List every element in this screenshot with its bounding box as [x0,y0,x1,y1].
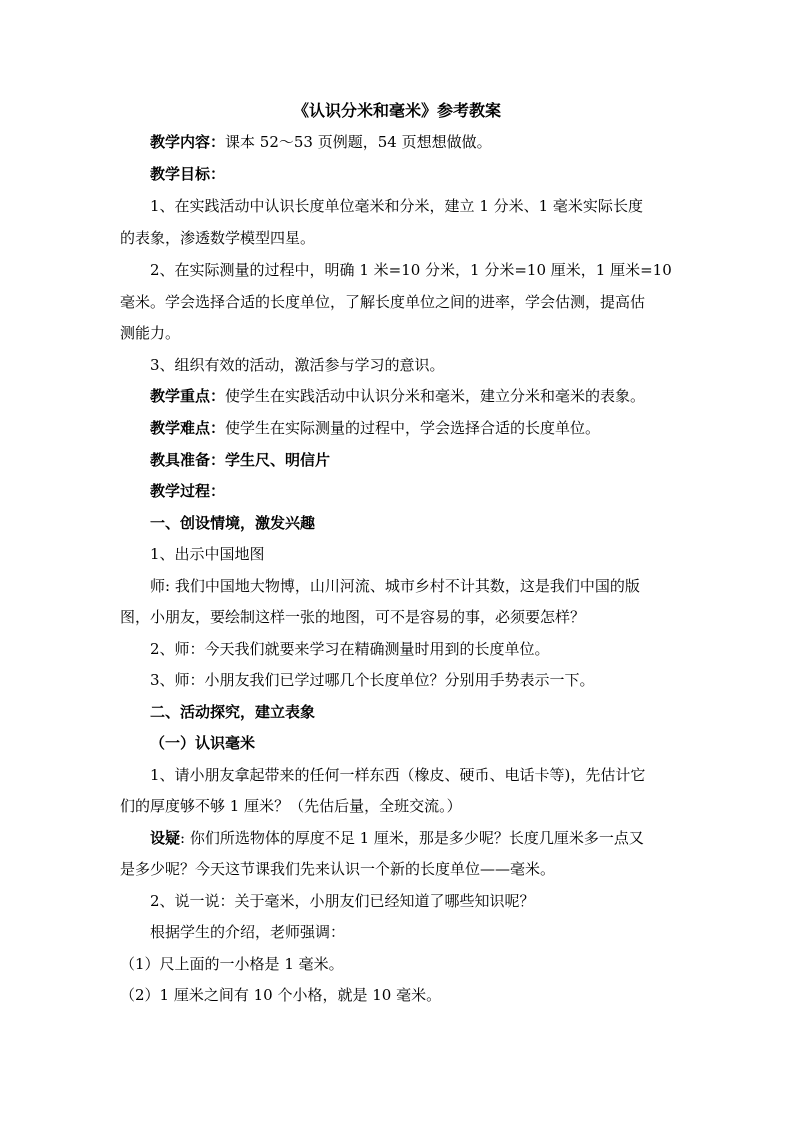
section-2-q1-line-1: 1、请小朋友拿起带来的任何一样东西（橡皮、硬币、电话卡等)，先估计它 [150,766,646,784]
goal-3-line-1: 3、组织有效的活动，激活参与学习的意识。 [150,356,445,374]
section-2-question-line-2: 是多少呢？今天这节课我们先来认识一个新的长度单位——毫米。 [120,860,556,878]
section-2-q1-line-2: 们的厚度够不够 1 厘米？（先估后量，全班交流。） [120,797,462,815]
document-title: 《认识分米和毫米》参考教案 [292,101,501,120]
teaching-goals-label: 教学目标： [150,165,226,183]
section-2-question-line-1 [150,827,644,849]
question-text: : 你们所选物体的厚度不足 1 厘米，那是多少呢？长度几厘米多一点又 [180,829,644,847]
section-2-point-1: （1）尺上面的一小格是 1 毫米。 [120,955,344,973]
section-1-teacher-line-1: 师: 我们中国地大物博，山川河流、城市乡村不计其数，这是我们中国的版 [150,577,640,595]
key-point-label: 教学重点： [150,387,226,405]
teaching-content-text: 课本 52～53 页例题，54 页想想做做。 [225,133,492,151]
section-2-point-2: （2）1 厘米之间有 10 个小格，就是 10 毫米。 [120,986,442,1004]
section-2-heading: 二、活动探究，建立表象 [150,703,316,721]
section-1-item-2: 2、师：今天我们就要来学习在精确测量时用到的长度单位。 [150,640,550,658]
goal-1-line-1: 1、在实践活动中认识长度单位毫米和分米，建立 1 分米、1 毫米实际长度 [150,197,643,215]
difficulty-label: 教学难点： [150,419,226,437]
difficulty [150,417,600,439]
teaching-content-label: 教学内容： [150,133,226,151]
tools [150,449,330,471]
goal-2-line-2: 毫米。学会选择合适的长度单位，了解长度单位之间的进率，学会估测，提高估 [120,293,646,311]
section-1-teacher-line-2: 图，小朋友，要绘制这样一张的地图，可不是容易的事，必须要怎样？ [120,608,586,626]
goal-1-line-2: 的表象，渗透数学模型四星。 [120,229,316,247]
goal-2-line-1: 2、在实际测量的过程中，明确 1 米=10 分米，1 分米=10 厘米，1 厘米=10 [150,261,672,279]
key-point [150,385,645,407]
section-2-based: 根据学生的介绍，老师强调： [150,923,346,941]
section-2-sub-1: （一）认识毫米 [150,734,256,752]
section-1-item-1: 1、出示中国地图 [150,545,265,563]
tools-label: 教具准备： [150,451,226,469]
question-label: 设疑 [150,829,181,847]
section-1-heading: 一、创设情境，激发兴趣 [150,514,316,532]
section-2-say: 2、说一说：关于毫米，小朋友们已经知道了哪些知识呢？ [150,892,535,910]
section-1-item-3: 3、师：小朋友我们已学过哪几个长度单位？分别用手势表示一下。 [150,671,595,689]
teaching-content [150,131,492,153]
goal-2-line-3: 测能力。 [120,324,181,342]
process-label: 教学过程： [150,482,226,500]
difficulty-text: 使学生在实际测量的过程中，学会选择合适的长度单位。 [225,419,601,437]
key-point-text: 使学生在实践活动中认识分米和毫米，建立分米和毫米的表象。 [225,387,646,405]
tools-text: 学生尺、明信片 [225,451,331,469]
